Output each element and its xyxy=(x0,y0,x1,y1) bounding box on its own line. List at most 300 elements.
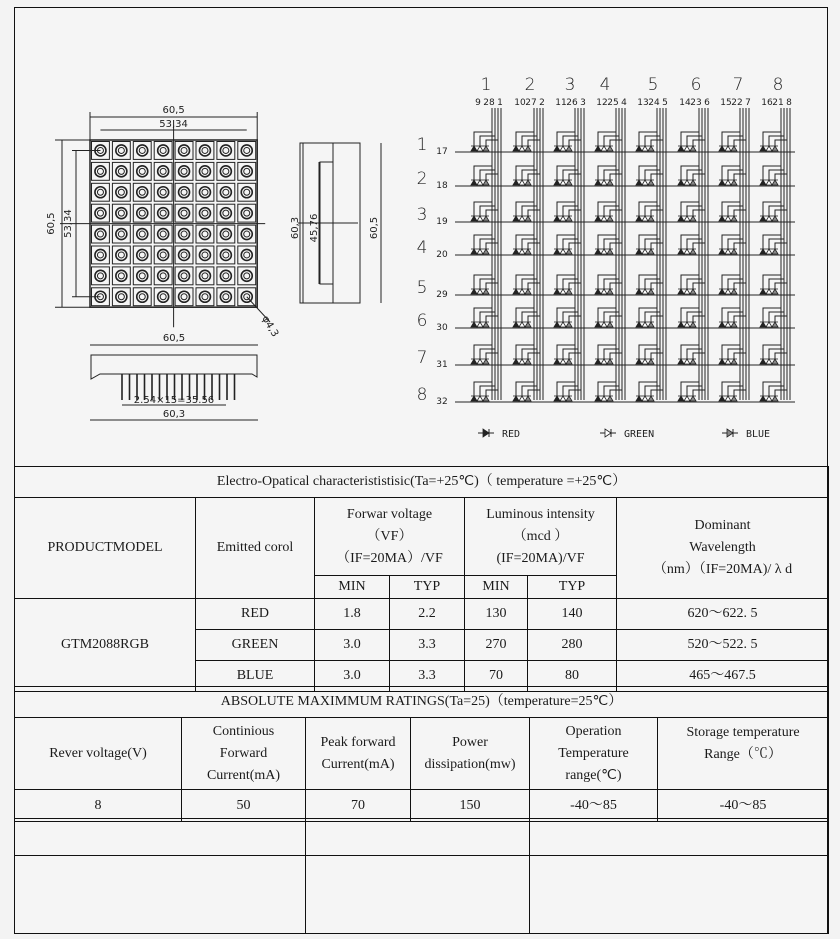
ot-line-1: Operation xyxy=(565,723,622,739)
led-diode xyxy=(719,180,725,185)
led-diode xyxy=(766,289,772,294)
led-diode xyxy=(731,289,737,294)
led-ring xyxy=(241,208,252,219)
led-ring xyxy=(116,166,127,177)
schematic-legend xyxy=(478,429,770,440)
led-diode xyxy=(607,289,613,294)
fv-line-3: （IF=20MA）/VF xyxy=(336,550,443,566)
column-pin: 25 xyxy=(607,98,619,108)
column-pin: 11 xyxy=(555,98,567,108)
led-diode xyxy=(719,146,725,151)
led-diode xyxy=(766,216,772,221)
empty-cell xyxy=(15,819,306,856)
led-lens xyxy=(160,273,166,279)
led-lens xyxy=(202,147,208,153)
led-lens xyxy=(118,147,124,153)
led-diode xyxy=(477,322,483,327)
led-diode xyxy=(607,216,613,221)
led-diode xyxy=(678,359,684,364)
led-diode xyxy=(684,396,690,401)
led-lens xyxy=(202,294,208,300)
led-diode xyxy=(554,289,560,294)
header-vf-typ: TYP xyxy=(390,576,465,599)
empty-cell xyxy=(306,856,530,934)
led-lens xyxy=(223,252,229,258)
led-diode xyxy=(601,216,607,221)
column-pin: 23 xyxy=(690,98,702,108)
led-diode xyxy=(719,249,725,254)
wire xyxy=(522,239,537,250)
led-lens xyxy=(181,231,187,237)
led-lens xyxy=(202,231,208,237)
cc-line-2: Forward xyxy=(219,745,268,761)
led-diode xyxy=(525,396,531,401)
led-diode xyxy=(684,289,690,294)
led-lens xyxy=(118,252,124,258)
wire xyxy=(563,279,578,290)
cc-line-3: Current(mA) xyxy=(206,767,281,783)
led-ring xyxy=(116,229,127,240)
dim-bottom-top: 60,5 xyxy=(162,333,186,344)
led-diode xyxy=(760,322,766,327)
column-pin: 8 xyxy=(786,98,792,108)
wire xyxy=(522,312,537,323)
vf-min-cell: 1.8 xyxy=(315,599,390,630)
led-diode xyxy=(471,322,477,327)
header-storage-temperature xyxy=(658,718,829,790)
storage-temperature-value: -40～85 xyxy=(658,790,829,822)
led-lens xyxy=(139,189,145,195)
header-power-dissipation xyxy=(411,718,530,790)
led-diode xyxy=(760,180,766,185)
wire xyxy=(769,386,784,397)
led-diode xyxy=(595,146,601,151)
led-diode xyxy=(684,146,690,151)
row-number: 2 xyxy=(416,169,428,189)
dim-pitch-width: 53,34 xyxy=(159,119,188,130)
wire xyxy=(728,239,743,250)
led-diode xyxy=(719,216,725,221)
led-ring xyxy=(158,229,169,240)
led-diode xyxy=(595,180,601,185)
led-diode xyxy=(595,396,601,401)
led-diode xyxy=(772,180,778,185)
led-diode xyxy=(471,146,477,151)
wire xyxy=(769,170,784,181)
absolute-max-table xyxy=(14,686,829,822)
led-diode xyxy=(519,180,525,185)
led-diode xyxy=(566,396,572,401)
led-diode xyxy=(731,396,737,401)
led-diode xyxy=(525,146,531,151)
led-lens xyxy=(139,147,145,153)
led-diode xyxy=(760,289,766,294)
led-ring xyxy=(241,187,252,198)
led-diode xyxy=(471,359,477,364)
front-view xyxy=(46,105,280,339)
led-diode xyxy=(601,146,607,151)
led-diode xyxy=(760,396,766,401)
led-diode xyxy=(678,289,684,294)
led-ring xyxy=(116,145,127,156)
led-diode xyxy=(725,216,731,221)
product-model-cell: GTM2088RGB xyxy=(15,599,196,692)
led-diode xyxy=(595,249,601,254)
led-diode xyxy=(731,146,737,151)
led-diode xyxy=(525,216,531,221)
led-diode xyxy=(560,289,566,294)
row-number: 8 xyxy=(416,385,428,405)
led-diode xyxy=(642,249,648,254)
led-diode xyxy=(607,396,613,401)
led-diode xyxy=(607,322,613,327)
wire xyxy=(687,206,702,217)
led-ring xyxy=(241,229,252,240)
color-cell: GREEN xyxy=(196,630,315,661)
row-pin: 17 xyxy=(436,147,448,157)
vf-typ-cell: 3.3 xyxy=(390,630,465,661)
power-dissipation-value: 150 xyxy=(411,790,530,822)
led-diode xyxy=(483,216,489,221)
wire xyxy=(480,170,495,181)
led-diode xyxy=(684,180,690,185)
led-diode xyxy=(772,146,778,151)
row-pin: 19 xyxy=(436,217,448,227)
wire xyxy=(728,349,743,360)
led-diode xyxy=(601,249,607,254)
wire xyxy=(604,206,619,217)
led-diode xyxy=(636,216,642,221)
header-operation-temperature xyxy=(530,718,658,790)
wire xyxy=(604,312,619,323)
wavelength-cell: 620～622. 5 xyxy=(617,599,829,630)
led-lens xyxy=(139,273,145,279)
led-diode xyxy=(519,216,525,221)
led-diode xyxy=(772,396,778,401)
wire xyxy=(563,239,578,250)
wire xyxy=(687,170,702,181)
led-lens xyxy=(97,273,103,279)
led-diode xyxy=(477,146,483,151)
led-diode xyxy=(519,146,525,151)
led-diode xyxy=(560,216,566,221)
led-diode xyxy=(766,396,772,401)
pd-line-1: Power xyxy=(452,734,488,750)
led-lens xyxy=(244,147,250,153)
row-pin: 30 xyxy=(436,323,448,333)
led-diode xyxy=(519,322,525,327)
led-diode xyxy=(678,146,684,151)
led-diode xyxy=(483,396,489,401)
led-diode xyxy=(690,396,696,401)
led-lens xyxy=(244,273,250,279)
wire xyxy=(480,136,495,147)
led-diode xyxy=(731,322,737,327)
led-diode xyxy=(636,180,642,185)
led-diode xyxy=(636,146,642,151)
led-diode xyxy=(483,249,489,254)
column-pin: 27 xyxy=(525,98,537,108)
led-ring xyxy=(179,229,190,240)
ot-line-2: Temperature xyxy=(558,745,629,761)
led-diode xyxy=(690,289,696,294)
led-ring xyxy=(179,291,190,302)
pd-line-2: dissipation(mw) xyxy=(424,756,516,772)
vf-typ-cell: 3.3 xyxy=(390,661,465,692)
side-view xyxy=(290,143,381,303)
column-pin: 14 xyxy=(679,98,691,108)
led-diode xyxy=(760,146,766,151)
led-diode xyxy=(601,322,607,327)
bottom-view xyxy=(90,333,258,420)
led-diode xyxy=(601,180,607,185)
led-diode xyxy=(477,396,483,401)
empty-cell xyxy=(15,856,306,934)
led-diode xyxy=(601,359,607,364)
empty-cell xyxy=(306,819,530,856)
led-lens xyxy=(244,168,250,174)
row-number: 6 xyxy=(416,311,428,331)
wire xyxy=(604,170,619,181)
led-diode xyxy=(513,359,519,364)
led-ring xyxy=(199,187,210,198)
wire xyxy=(563,349,578,360)
wire xyxy=(522,170,537,181)
column-pin: 28 xyxy=(483,98,495,108)
led-diode xyxy=(684,359,690,364)
led-diode xyxy=(642,359,648,364)
iv-typ-cell: 140 xyxy=(528,599,617,630)
column-pin: 6 xyxy=(704,98,710,108)
led-lens xyxy=(181,210,187,216)
wire xyxy=(769,206,784,217)
led-diode xyxy=(483,322,489,327)
led-diode xyxy=(719,359,725,364)
wire xyxy=(769,136,784,147)
wire xyxy=(645,170,660,181)
column-number: 7 xyxy=(732,75,744,95)
led-lens xyxy=(160,147,166,153)
led-diode xyxy=(595,359,601,364)
led-lens xyxy=(223,273,229,279)
row-number: 4 xyxy=(416,238,428,258)
led-diode xyxy=(766,359,772,364)
absolute-max-title: ABSOLUTE MAXIMMUM RATINGS(Ta=25)（temperature=25℃） xyxy=(15,687,829,718)
wire xyxy=(604,349,619,360)
st-line-1: Storage temperature xyxy=(686,725,800,740)
led-diode xyxy=(725,180,731,185)
led-lens xyxy=(118,231,124,237)
led-ring xyxy=(179,249,190,260)
wire xyxy=(645,386,660,397)
led-diode xyxy=(513,289,519,294)
led-diode xyxy=(554,146,560,151)
led-diode xyxy=(566,289,572,294)
row-pin: 31 xyxy=(436,360,448,370)
led-lens xyxy=(118,189,124,195)
wire xyxy=(645,136,660,147)
led-lens xyxy=(118,273,124,279)
led-diode xyxy=(684,216,690,221)
led-diode xyxy=(766,249,772,254)
li-line-2: （mcd ） xyxy=(512,528,569,544)
led-ring xyxy=(116,249,127,260)
row-number: 1 xyxy=(416,135,428,155)
wire xyxy=(728,312,743,323)
wire xyxy=(480,206,495,217)
led-diode xyxy=(760,216,766,221)
wire xyxy=(728,279,743,290)
iv-min-cell: 270 xyxy=(465,630,528,661)
led-lens xyxy=(160,231,166,237)
electro-optical-title: Electro-Opatical characterististisic(Ta=+25℃)（ temperature =+25℃） xyxy=(15,467,829,498)
led-diode xyxy=(525,180,531,185)
led-diode xyxy=(566,359,572,364)
led-diode xyxy=(636,249,642,254)
wire xyxy=(563,386,578,397)
led-diode xyxy=(566,146,572,151)
led-diode xyxy=(566,216,572,221)
led-ring xyxy=(95,187,106,198)
column-pin: 2 xyxy=(539,98,545,108)
led-diode xyxy=(648,180,654,185)
header-iv-typ: TYP xyxy=(528,576,617,599)
led-ring xyxy=(158,249,169,260)
led-ring xyxy=(95,166,106,177)
led-diode xyxy=(471,289,477,294)
reverse-voltage-value: 8 xyxy=(15,790,182,822)
iv-min-cell: 130 xyxy=(465,599,528,630)
led-diode xyxy=(513,146,519,151)
led-ring xyxy=(199,208,210,219)
led-diode xyxy=(690,322,696,327)
led-ring xyxy=(220,145,231,156)
operation-temperature-value: -40～85 xyxy=(530,790,658,822)
led-diode xyxy=(471,180,477,185)
column-number: 8 xyxy=(772,75,784,95)
led-diode xyxy=(648,146,654,151)
wire xyxy=(645,206,660,217)
led-ring xyxy=(116,187,127,198)
led-diode xyxy=(595,216,601,221)
led-diode xyxy=(636,322,642,327)
led-diode xyxy=(560,180,566,185)
led-diode xyxy=(690,216,696,221)
table-row-red xyxy=(15,599,829,630)
led-ring xyxy=(179,166,190,177)
dim-side-a: 60,3 xyxy=(290,216,301,240)
dim-pin-span: 2.54×15=35.56 xyxy=(133,395,215,406)
led-lens xyxy=(97,168,103,174)
dim-led-diameter: φ4,3 xyxy=(259,314,281,339)
led-lens xyxy=(202,168,208,174)
led-ring xyxy=(199,145,210,156)
led-ring xyxy=(95,249,106,260)
header-reverse-voltage xyxy=(15,718,182,790)
iv-min-cell: 70 xyxy=(465,661,528,692)
led-lens xyxy=(244,189,250,195)
led-ring xyxy=(241,270,252,281)
legend-label: GREEN xyxy=(624,429,655,440)
led-diode xyxy=(678,322,684,327)
led-diode xyxy=(483,180,489,185)
wire xyxy=(687,136,702,147)
row-pin: 20 xyxy=(436,250,448,260)
column-pin: 5 xyxy=(662,98,668,108)
led-diode xyxy=(560,146,566,151)
led-ring xyxy=(241,166,252,177)
led-lens xyxy=(244,210,250,216)
column-pin: 21 xyxy=(772,98,784,108)
wire xyxy=(522,386,537,397)
wire xyxy=(563,312,578,323)
wire xyxy=(728,206,743,217)
wire xyxy=(563,206,578,217)
led-ring xyxy=(158,291,169,302)
empty-cell xyxy=(530,819,829,856)
dim-outer-height: 60,5 xyxy=(46,212,57,235)
led-lens xyxy=(160,210,166,216)
vf-typ-cell: 2.2 xyxy=(390,599,465,630)
led-ring xyxy=(199,270,210,281)
led-diode xyxy=(566,180,572,185)
led-diode xyxy=(719,322,725,327)
column-pin: 24 xyxy=(648,98,660,108)
led-diode xyxy=(477,359,483,364)
led-ring xyxy=(158,187,169,198)
led-ring xyxy=(220,291,231,302)
led-diode xyxy=(601,289,607,294)
led-lens xyxy=(202,273,208,279)
led-ring xyxy=(241,249,252,260)
led-diode xyxy=(731,249,737,254)
led-diode xyxy=(642,396,648,401)
column-number: 6 xyxy=(690,75,702,95)
wire xyxy=(769,279,784,290)
led-lens xyxy=(181,273,187,279)
led-ring xyxy=(137,249,148,260)
led-diode xyxy=(772,322,778,327)
led-diode xyxy=(554,359,560,364)
ot-line-3: range(℃) xyxy=(565,767,622,783)
wire xyxy=(769,312,784,323)
led-diode xyxy=(513,322,519,327)
led-lens xyxy=(118,168,124,174)
led-ring xyxy=(179,145,190,156)
dw-line-1: Dominant xyxy=(694,518,751,533)
led-lens xyxy=(181,147,187,153)
header-forward-voltage xyxy=(315,498,465,576)
led-ring xyxy=(199,229,210,240)
led-ring xyxy=(199,249,210,260)
led-diode xyxy=(648,216,654,221)
led-diode xyxy=(477,180,483,185)
led-diode xyxy=(684,249,690,254)
led-diode xyxy=(477,249,483,254)
wire xyxy=(645,279,660,290)
led-diode xyxy=(471,396,477,401)
led-ring xyxy=(158,166,169,177)
dim-side-c: 60,5 xyxy=(369,216,380,240)
wire xyxy=(728,136,743,147)
header-product-model: PRODUCTMODEL xyxy=(15,498,196,599)
iv-typ-cell: 80 xyxy=(528,661,617,692)
led-lens xyxy=(223,231,229,237)
wire xyxy=(645,349,660,360)
led-ring xyxy=(179,270,190,281)
led-lens xyxy=(244,231,250,237)
led-diode xyxy=(772,249,778,254)
